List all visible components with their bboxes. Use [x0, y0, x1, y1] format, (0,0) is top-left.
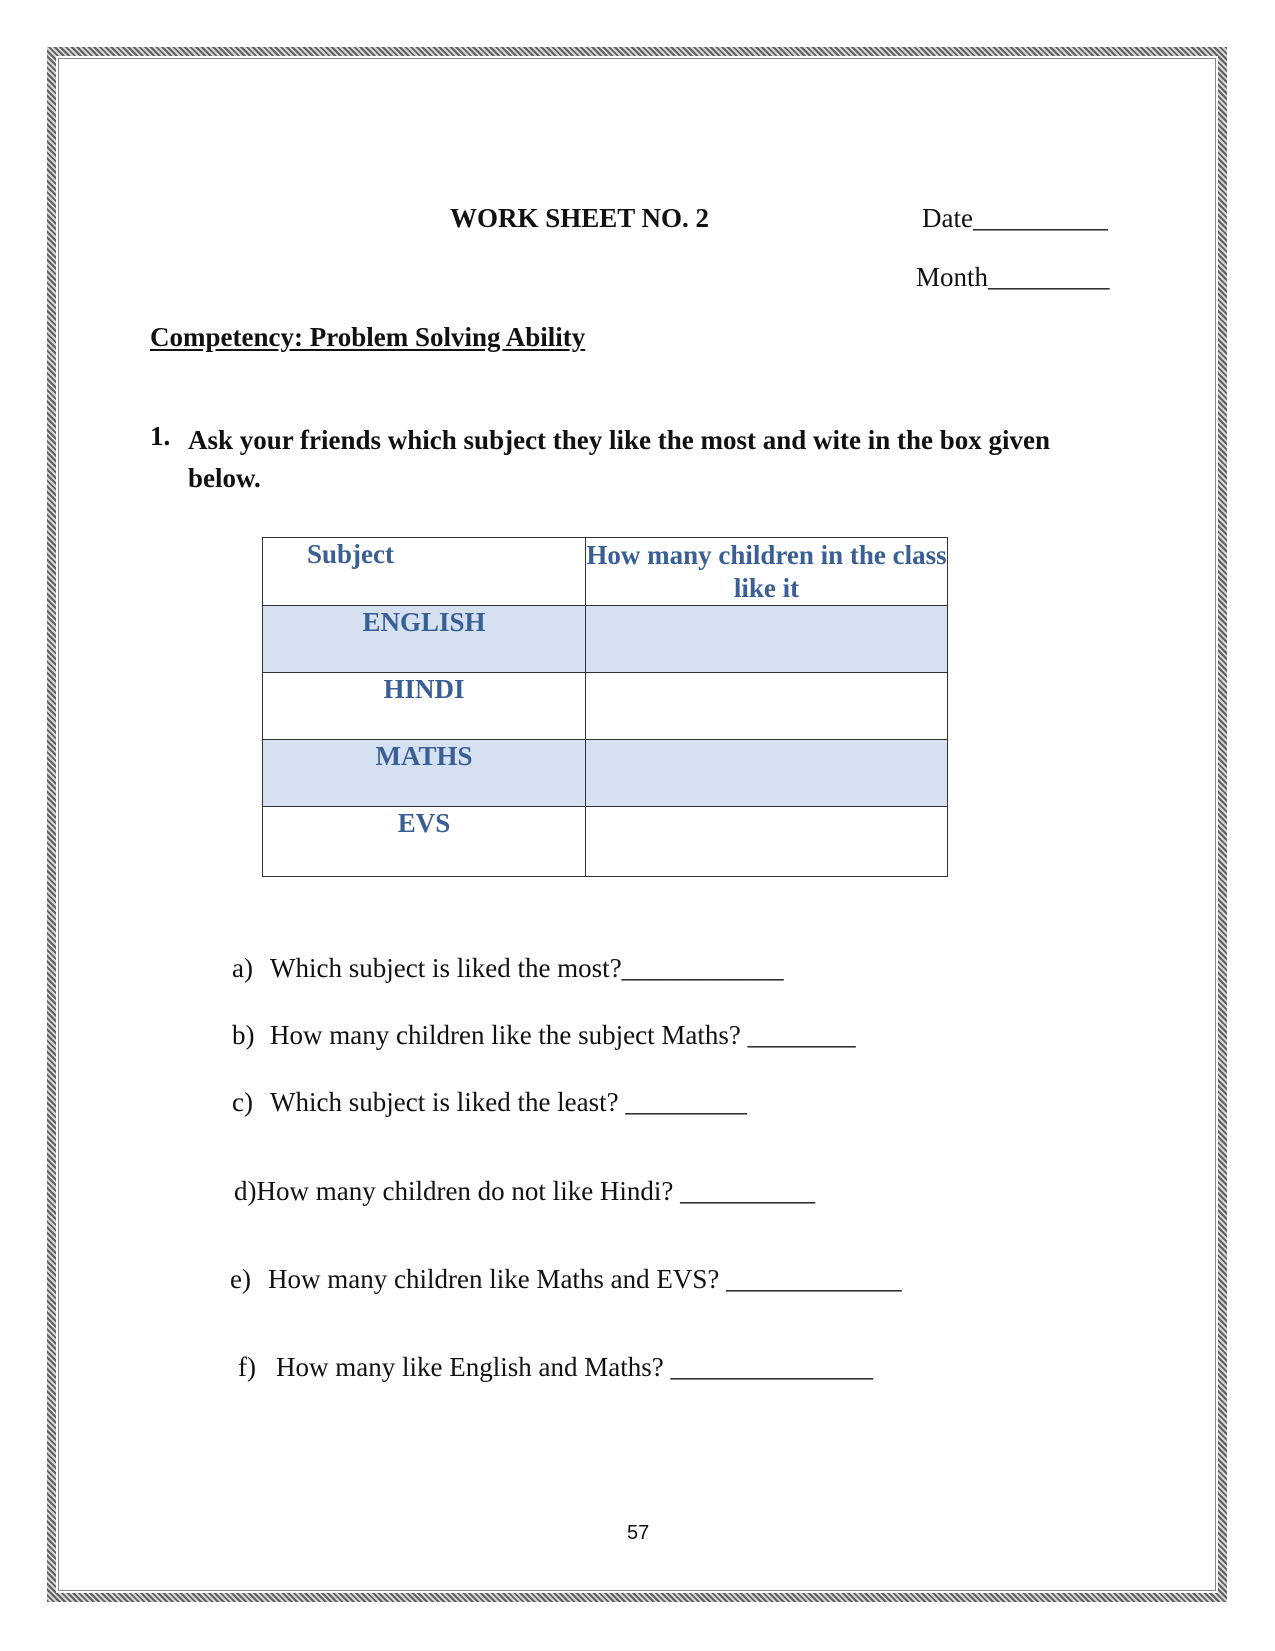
subject-cell-hindi: HINDI — [263, 673, 586, 740]
table-row — [263, 807, 948, 877]
month-field-label: Month_________ — [916, 262, 1110, 292]
question-number: 1. — [150, 421, 171, 451]
date-field-label: Date__________ — [922, 203, 1108, 233]
count-cell-hindi[interactable] — [586, 673, 948, 740]
sub-question-b — [232, 1020, 856, 1050]
sub-question-text: How many children like the subject Maths? ________ — [270, 1020, 856, 1050]
count-cell-evs[interactable] — [586, 807, 948, 877]
sub-question-a — [232, 953, 784, 983]
header-count: How many children in the class like it — [586, 538, 948, 606]
subject-survey-table — [262, 537, 948, 877]
table-row — [263, 740, 948, 807]
sub-question-c — [232, 1087, 747, 1117]
sub-question-text: How many like English and Maths? _______________ — [276, 1352, 873, 1382]
count-cell-english[interactable] — [586, 606, 948, 673]
sub-question-text: Which subject is liked the most?____________ — [270, 953, 784, 983]
sub-question-letter: b) — [232, 1020, 255, 1050]
sub-question-letter: f) — [238, 1352, 256, 1382]
competency-heading: Competency: Problem Solving Ability — [150, 322, 586, 352]
table-row — [263, 606, 948, 673]
header-subject: Subject — [263, 538, 586, 606]
worksheet-title: WORK SHEET NO. 2 — [450, 203, 710, 233]
sub-question-f — [238, 1352, 873, 1382]
sub-question-d — [234, 1176, 815, 1206]
sub-question-text: How many children like Maths and EVS? _____________ — [268, 1264, 902, 1294]
sub-question-letter: e) — [230, 1264, 251, 1294]
sub-question-text: Which subject is liked the least? _________ — [270, 1087, 747, 1117]
subject-cell-english: ENGLISH — [263, 606, 586, 673]
sub-question-text: d)How many children do not like Hindi? __________ — [234, 1176, 816, 1206]
table-row — [263, 673, 948, 740]
sub-question-e — [230, 1264, 902, 1294]
page-number: 57 — [627, 1522, 650, 1544]
question-text: Ask your friends which subject they like the most and wite in the box given below. — [188, 425, 1051, 493]
subject-cell-maths: MATHS — [263, 740, 586, 807]
table-header-row — [263, 538, 948, 606]
sub-question-letter: c) — [232, 1087, 253, 1117]
count-cell-maths[interactable] — [586, 740, 948, 807]
sub-question-letter: a) — [232, 953, 253, 983]
subject-cell-evs: EVS — [263, 807, 586, 877]
